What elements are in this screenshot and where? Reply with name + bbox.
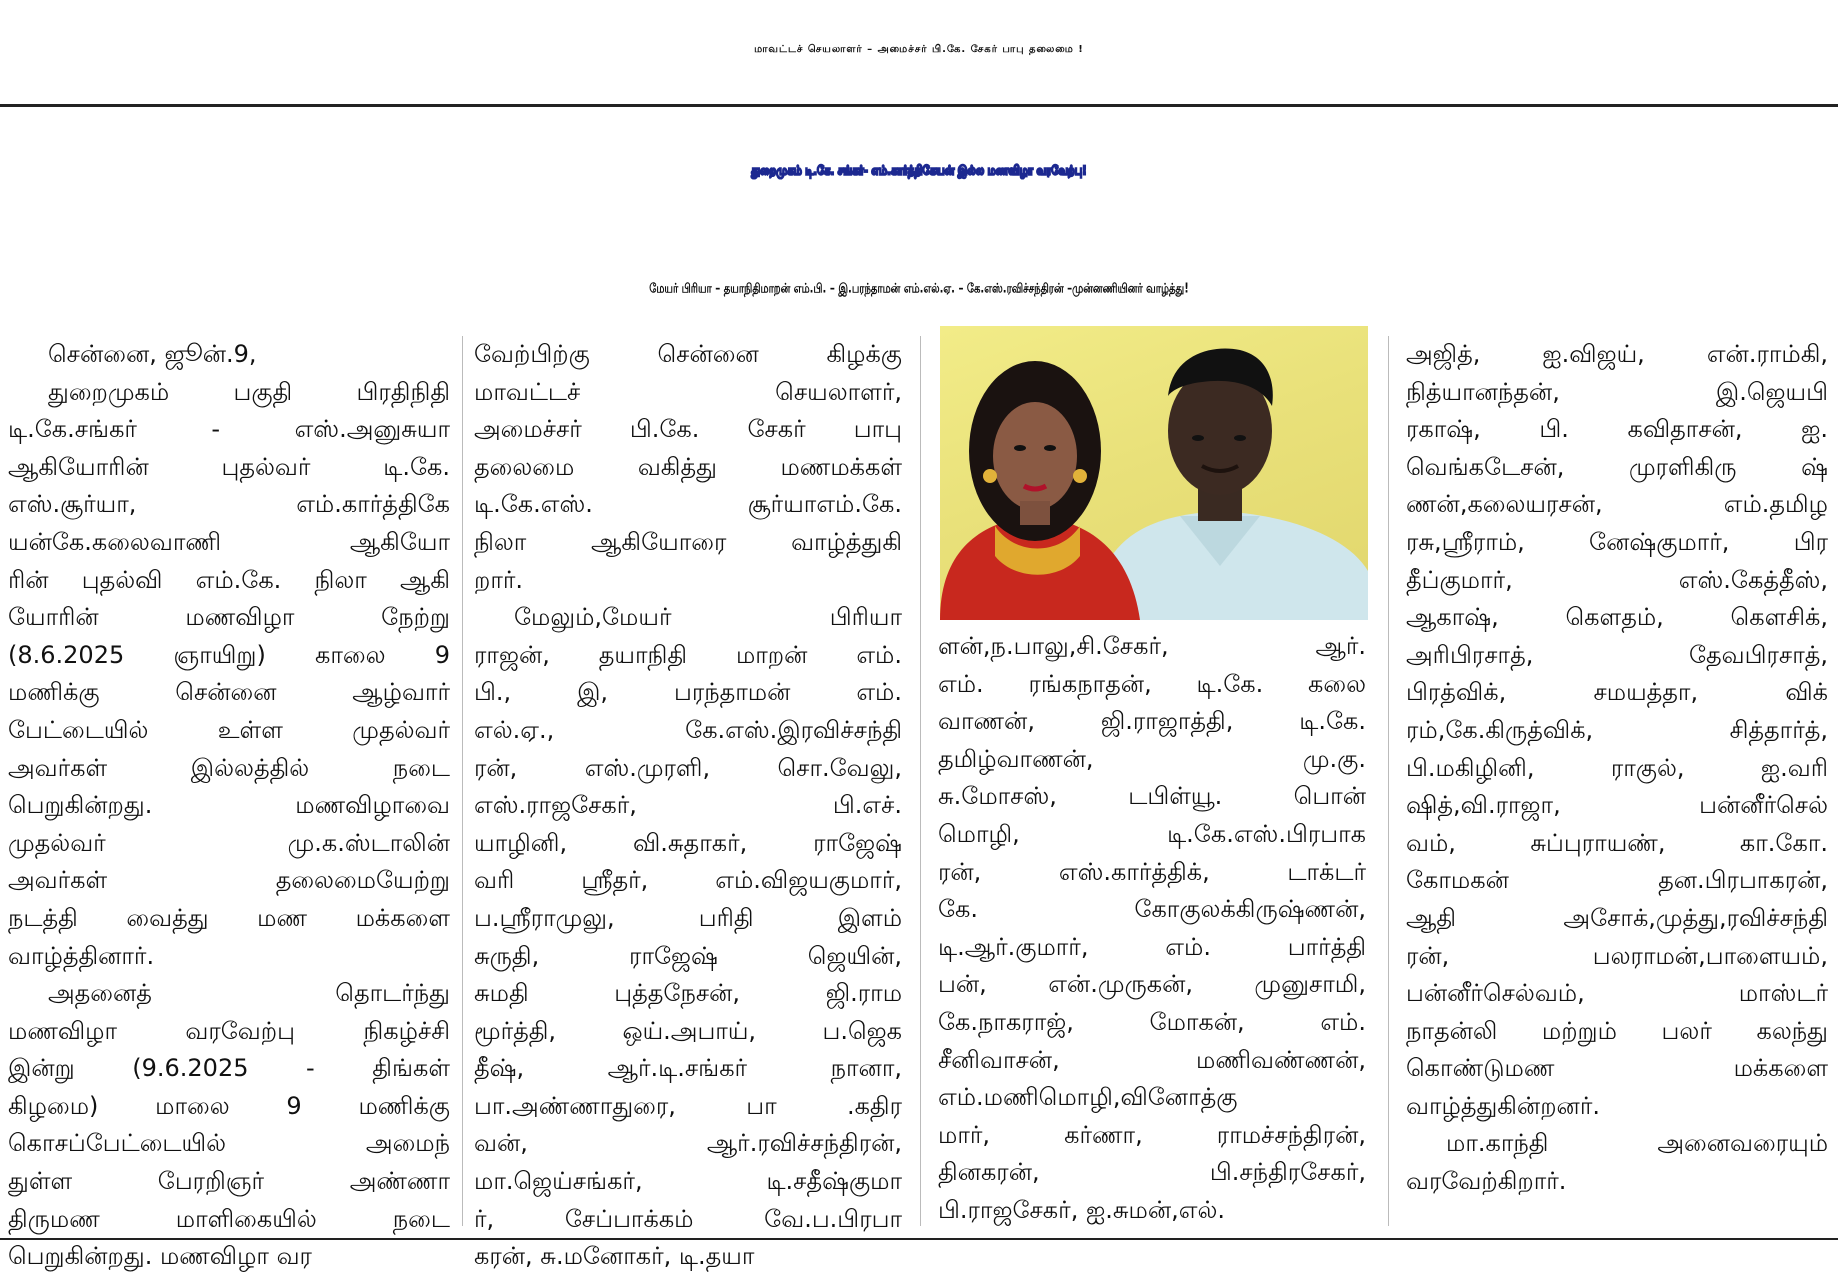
column-divider bbox=[1388, 336, 1389, 1226]
text-line: வம், சுப்புராயண், கா.கோ. bbox=[1406, 828, 1828, 857]
text-line: ளன்,ந.பாலு,சி.சேகர், ஆர். bbox=[938, 632, 1366, 660]
text-line: பன், என்.முருகன், முனுசாமி, bbox=[938, 970, 1366, 999]
couple-photo bbox=[940, 326, 1368, 620]
text-line: தீஷ், ஆர்.டி.சங்கர் நானா, bbox=[474, 1054, 902, 1083]
text-line: றார். bbox=[474, 565, 524, 594]
text-line: டி.கே.எஸ். சூர்யாஎம்.கே. bbox=[474, 490, 902, 519]
text-line: எம். ரங்கநாதன், டி.கே. கலை bbox=[938, 669, 1366, 698]
text-line: தினகரன், பி.சந்திரசேகர், bbox=[938, 1158, 1366, 1187]
text-line: கொசப்பேட்டையில் அமைந் bbox=[8, 1129, 450, 1158]
text-line: ஆகியோரின் புதல்வர் டி.கே. bbox=[8, 452, 450, 481]
column-divider bbox=[920, 336, 921, 1226]
text-line: இன்று (9.6.2025 - திங்கள் bbox=[8, 1054, 450, 1083]
text-line: கிழமை) மாலை 9 மணிக்கு bbox=[8, 1091, 450, 1120]
text-line: கே. கோகுலக்கிருஷ்ணன், bbox=[938, 895, 1366, 924]
text-line: மா.ஜெய்சங்கர், டி.சதீஷ்குமா bbox=[474, 1167, 902, 1196]
text-line: பிரத்விக், சமயத்தா, விக் bbox=[1406, 678, 1828, 707]
text-line: பெறுகின்றது. மணவிழாவை bbox=[8, 791, 450, 820]
text-line: ப.ஸ்ரீராமுலு, பரிதி இளம் bbox=[474, 903, 902, 932]
text-line: யன்கே.கலைவாணி ஆகியோ bbox=[8, 527, 450, 556]
text-line: துள்ள பேரறிஞர் அண்ணா bbox=[8, 1167, 450, 1196]
text-line: பி.ராஜசேகர், ஐ.சுமன்,எல். bbox=[938, 1195, 1225, 1224]
text-line: மூர்த்தி, ஒய்.அபாய், ப.ஜெக bbox=[474, 1016, 902, 1045]
text-line: சுமதி புத்தநேசன், ஜி.ராம bbox=[474, 979, 902, 1008]
text-line: அவர்கள் தலைமையேற்று bbox=[8, 866, 450, 895]
text-line: வேற்பிற்கு சென்னை கிழக்கு bbox=[474, 340, 902, 368]
text-line: ஆதி அசோக்,முத்து,ரவிச்சந்தி bbox=[1406, 903, 1828, 932]
text-line: பன்னீர்செல்வம், மாஸ்டர் bbox=[1406, 979, 1828, 1008]
text-line: வாழ்த்தினார். bbox=[8, 941, 155, 970]
text-line: ரின் புதல்வி எம்.கே. நிலா ஆகி bbox=[8, 565, 450, 594]
text-line: மாவட்டச் செயலாளர், bbox=[474, 377, 902, 406]
article-column-2 bbox=[474, 336, 902, 1276]
text-line: வரி ஸ்ரீதர், எம்.விஜயகுமார், bbox=[474, 866, 902, 895]
text-line: டி.ஆர்.குமார், எம். பார்த்தி bbox=[938, 932, 1366, 961]
text-line: கொண்டுமண மக்களை bbox=[1406, 1054, 1828, 1083]
text-line: பா.அண்ணாதுரை, பா .கதிர bbox=[474, 1091, 902, 1120]
text-line: மணவிழா வரவேற்பு நிகழ்ச்சி bbox=[8, 1016, 450, 1045]
text-line: தலைமை வகித்து மணமக்கள் bbox=[474, 452, 902, 481]
text-line: மார், கர்ணா, ராமச்சந்திரன், bbox=[938, 1120, 1366, 1149]
text-line: ராஜன், தயாநிதி மாறன் எம். bbox=[474, 640, 902, 669]
main-headline: துறைமுகம் டி.கே. சங்கர்- எம்.கார்த்திகேயன் இல்ல மணவிழா வரவேற்பு! bbox=[751, 164, 1087, 179]
text-line: திருமண மாளிகையில் நடை bbox=[8, 1204, 450, 1233]
text-line: சு.மோசஸ், டபிள்யூ. பொன் bbox=[938, 782, 1366, 811]
text-line: வரவேற்கிறார். bbox=[1406, 1167, 1567, 1196]
text-line: ரம்,கே.கிருத்விக், சித்தார்த், bbox=[1406, 715, 1828, 744]
text-line: எஸ்.ராஜசேகர், பி.எச். bbox=[474, 791, 902, 820]
text-line: பெறுகின்றது. மணவிழா வர bbox=[8, 1242, 312, 1271]
text-line: நித்யானந்தன், இ.ஜெயபி bbox=[1406, 377, 1828, 406]
text-line: மணிக்கு சென்னை ஆழ்வார் bbox=[8, 678, 450, 707]
text-line: சீனிவாசன், மணிவண்ணன், bbox=[938, 1045, 1366, 1074]
text-line: பி.மகிழினி, ராகுல், ஐ.வரி bbox=[1406, 753, 1828, 782]
text-line: நடத்தி வைத்து மண மக்களை bbox=[8, 903, 450, 932]
article-column-1 bbox=[8, 336, 450, 1276]
text-line: பி., இ, பரந்தாமன் எம். bbox=[474, 678, 902, 707]
article-column-3 bbox=[938, 628, 1366, 1230]
text-line: கரன், சு.மனோகர், டி.தயா bbox=[474, 1242, 755, 1271]
text-line: தமிழ்வாணன், மு.கு. bbox=[938, 744, 1366, 773]
text-line: ரன், எஸ்.கார்த்திக், டாக்டர் bbox=[938, 857, 1366, 886]
text-line: வாழ்த்துகின்றனர். bbox=[1406, 1091, 1600, 1120]
text-line: கே.நாகராஜ், மோகன், எம். bbox=[938, 1007, 1366, 1036]
text-line: யாழினி, வி.சுதாகர், ராஜேஷ் bbox=[474, 828, 902, 857]
text-line: பேட்டையில் உள்ள முதல்வர் bbox=[8, 715, 450, 744]
kicker-headline: மாவட்டச் செயலாளர் – அமைச்சர் பி.கே. சேகர் பாபு தலைமை ! bbox=[754, 44, 1084, 55]
text-line: ர், சேப்பாக்கம் வே.ப.பிரபா bbox=[474, 1204, 902, 1233]
text-line: நாதன்லி மற்றும் பலர் கலந்து bbox=[1406, 1016, 1828, 1045]
text-line: ஆகாஷ், கௌதம், கௌசிக், bbox=[1406, 603, 1828, 632]
text-line: மொழி, டி.கே.எஸ்.பிரபாக bbox=[938, 819, 1366, 848]
bottom-rule bbox=[0, 1238, 1838, 1240]
text-line: எல்.ஏ., கே.எஸ்.இரவிச்சந்தி bbox=[474, 715, 902, 744]
text-line: மா.காந்தி அனைவரையும் bbox=[1446, 1129, 1828, 1158]
sub-headline: மேயர் பிரியா – தயாநிதிமாறன் எம்.பி. – இ.பரந்தாமன் எம்.எல்.ஏ. – கே.எஸ்.ரவிச்சந்திரன் –முன்னணியினர் வாழ்த்து! bbox=[649, 282, 1189, 297]
text-line: கோமகன் தன.பிரபாகரன், bbox=[1406, 866, 1828, 895]
text-line: ரன், பலராமன்,பாளையம், bbox=[1406, 941, 1828, 970]
text-line: அதனைத் தொடர்ந்து bbox=[48, 979, 450, 1008]
text-line: எம்.மணிமொழி,வினோத்கு bbox=[938, 1083, 1238, 1112]
text-line: மேலும்,மேயர் பிரியா bbox=[514, 603, 902, 632]
text-line: சுருதி, ராஜேஷ் ஜெயின், bbox=[474, 941, 902, 970]
text-line: அவர்கள் இல்லத்தில் நடை bbox=[8, 753, 450, 782]
text-line: (8.6.2025 ஞாயிறு) காலை 9 bbox=[8, 640, 450, 669]
text-line: டி.கே.சங்கர் - எஸ்.அனுசுயா bbox=[8, 415, 450, 444]
text-line: வன், ஆர்.ரவிச்சந்திரன், bbox=[474, 1129, 902, 1158]
text-line: அஜித், ஐ.விஜய், என்.ராம்கி, bbox=[1406, 340, 1828, 368]
text-line: ரகாஷ், பி. கவிதாசன், ஐ. bbox=[1406, 415, 1828, 444]
text-line: ரன், எஸ்.முரளி, சொ.வேலு, bbox=[474, 753, 902, 782]
text-line: சென்னை, ஜூன்.9, bbox=[48, 340, 257, 368]
text-line: முதல்வர் மு.க.ஸ்டாலின் bbox=[8, 828, 450, 857]
text-line: வெங்கடேசன், முரளிகிரு ஷ் bbox=[1406, 452, 1828, 481]
text-line: தீப்குமார், எஸ்.கேத்தீஸ், bbox=[1406, 565, 1828, 594]
text-line: ஷித்,வி.ராஜா, பன்னீர்செல் bbox=[1406, 791, 1828, 820]
column-divider bbox=[462, 336, 463, 1226]
text-line: அரிபிரசாத், தேவபிரசாத், bbox=[1406, 640, 1828, 669]
text-line: ரசு,ஸ்ரீராம், னேஷ்குமார், பிர bbox=[1406, 527, 1828, 556]
text-line: அமைச்சர் பி.கே. சேகர் பாபு bbox=[474, 415, 902, 444]
text-line: நிலா ஆகியோரை வாழ்த்துகி bbox=[474, 527, 902, 556]
text-line: துறைமுகம் பகுதி பிரதிநிதி bbox=[48, 377, 450, 406]
text-line: யோரின் மணவிழா நேற்று bbox=[8, 603, 450, 632]
text-line: வாணன், ஜி.ராஜாத்தி, டி.கே. bbox=[938, 707, 1366, 736]
text-line: ணன்,கலையரசன், எம்.தமிழ bbox=[1406, 490, 1828, 519]
article-column-4 bbox=[1406, 336, 1828, 1201]
text-line: எஸ்.சூர்யா, எம்.கார்த்திகே bbox=[8, 490, 450, 519]
